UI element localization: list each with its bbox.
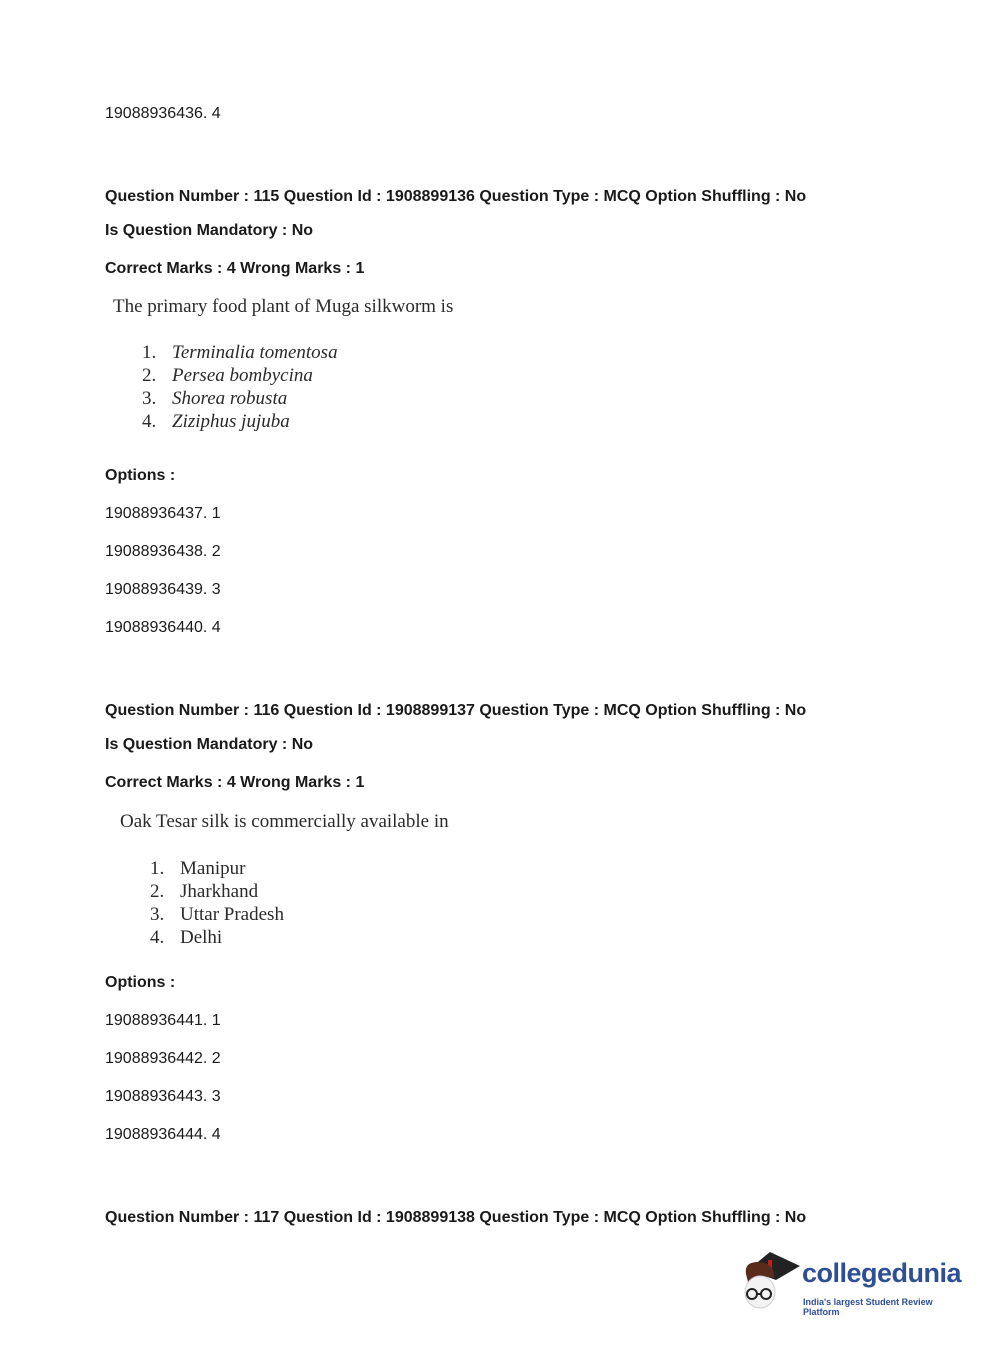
choice-number: 2. [150,881,165,902]
question-text: The primary food plant of Muga silkworm is [113,296,454,317]
choice-text: Manipur [180,858,246,879]
choice-text: Delhi [180,927,223,948]
question-mandatory: Is Question Mandatory : No [105,736,314,753]
choice-text: Terminalia tomentosa [172,342,338,363]
choice-number: 1. [150,858,165,879]
previous-option: 19088936436. 4 [105,105,221,122]
choice-text: Persea bombycina [172,365,313,386]
question-marks: Correct Marks : 4 Wrong Marks : 1 [105,260,365,277]
choice-number: 1. [142,342,157,363]
option-item: 19088936437. 1 [105,505,221,522]
question-marks: Correct Marks : 4 Wrong Marks : 1 [105,774,365,791]
choice-item [142,387,287,410]
question-header: Question Number : 117 Question Id : 1908899138 Question Type : MCQ Option Shuffling : No [105,1209,807,1226]
option-item: 19088936443. 3 [105,1088,221,1105]
choice-item [150,926,222,949]
collegedunia-logo [740,1248,970,1318]
logo-tagline: India's largest Student Review Platform [803,1297,933,1317]
choice-item [150,903,284,926]
choice-text: Jharkhand [180,881,259,902]
question-text: Oak Tesar silk is commercially available in [120,811,449,832]
options-label: Options : [105,467,176,484]
question-header: Question Number : 115 Question Id : 1908899136 Question Type : MCQ Option Shuffling : No [105,188,807,205]
mascot-icon [740,1248,802,1318]
choice-number: 3. [150,904,165,925]
choice-number: 2. [142,365,157,386]
question-mandatory: Is Question Mandatory : No [105,222,314,239]
option-item: 19088936438. 2 [105,543,221,560]
option-item: 19088936444. 4 [105,1126,221,1143]
option-item: 19088936441. 1 [105,1012,221,1029]
choice-item [142,341,338,364]
choice-number: 3. [142,388,157,409]
options-label: Options : [105,974,176,991]
option-item: 19088936439. 3 [105,581,221,598]
option-item: 19088936442. 2 [105,1050,221,1067]
logo-brand: collegedunia [802,1258,962,1288]
choice-number: 4. [142,411,157,432]
choice-number: 4. [150,927,165,948]
choice-item [142,364,313,387]
choice-item [150,880,258,903]
choice-item [150,857,245,880]
option-item: 19088936440. 4 [105,619,221,636]
choice-text: Ziziphus jujuba [172,411,290,432]
choice-text: Uttar Pradesh [180,904,284,925]
question-header: Question Number : 116 Question Id : 1908899137 Question Type : MCQ Option Shuffling : No [105,702,807,719]
choice-item [142,410,290,433]
choice-text: Shorea robusta [172,388,288,409]
